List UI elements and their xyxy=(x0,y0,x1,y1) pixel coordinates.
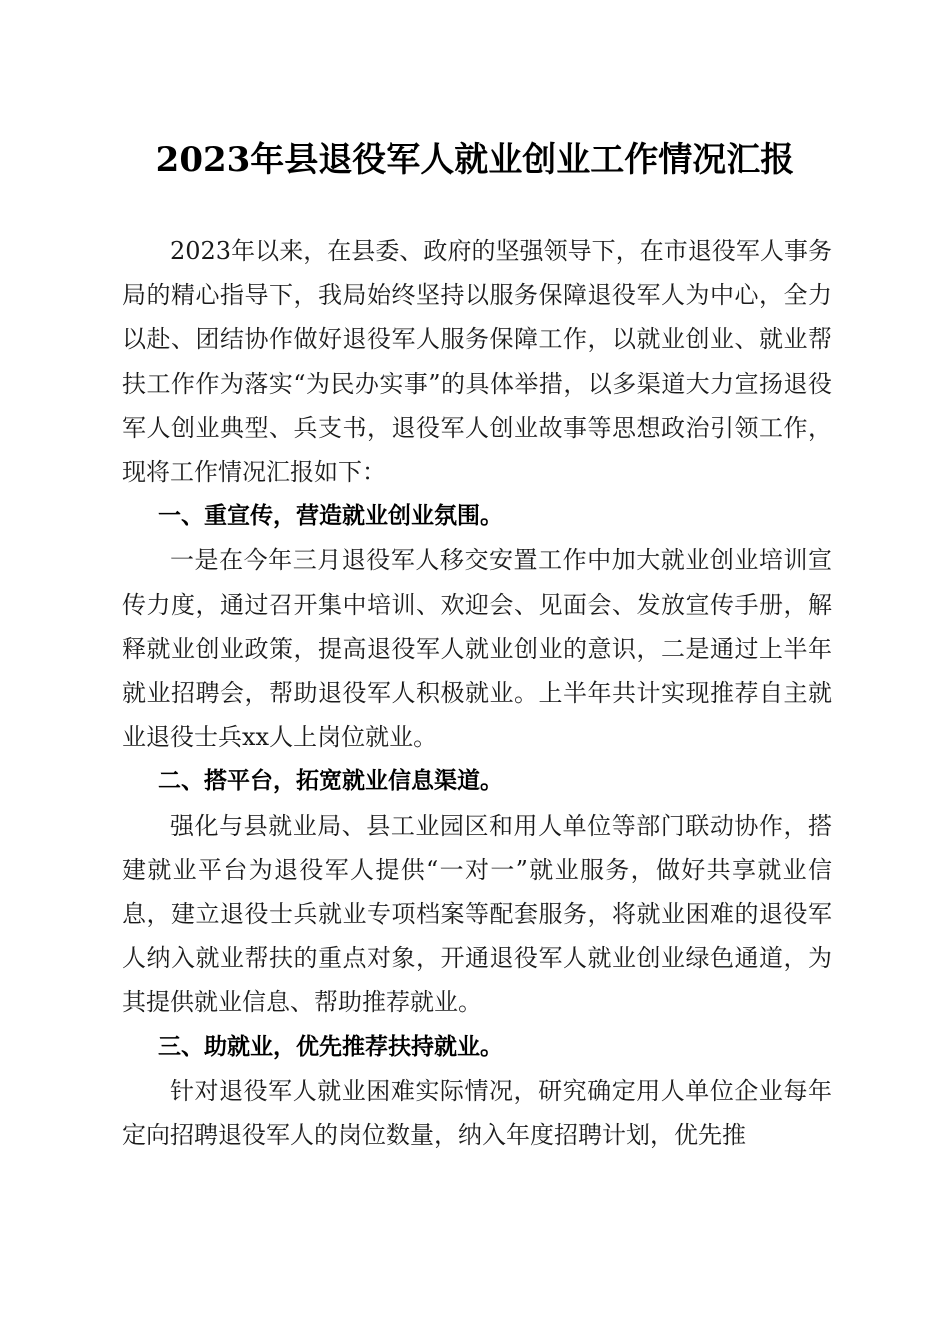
document-body xyxy=(122,229,832,1157)
section-heading-2: 二、搭平台，拓宽就业信息渠道。 xyxy=(158,768,503,795)
section-heading-1: 一、重宣传，营造就业创业氛围。 xyxy=(158,503,503,530)
section-paragraph-1: 一是在今年三月退役军人移交安置工作中加大就业创业培训宣传力度，通过召开集中培训、欢迎会、见面会、发放宣传手册，解释就业创业政策，提高退役军人就业创业的意识，二是通过上半年就业招聘会，帮助退役军人积极就业。上半年共计实现推荐自主就业退役士兵xx人上岗位就业。 xyxy=(122,546,832,752)
document-title: 2023年县退役军人就业创业工作情况汇报 xyxy=(155,140,795,180)
intro-paragraph: 2023年以来，在县委、政府的坚强领导下，在市退役军人事务局的精心指导下，我局始终坚持以服务保障退役军人为中心，全力以赴、团结协作做好退役军人服务保障工作，以就业创业、就业帮扶工作作为落实“为民办实事”的具体举措，以多渠道大力宣扬退役军人创业典型、兵支书，退役军人创业故事等思想政治引领工作，现将工作情况汇报如下： xyxy=(122,237,832,487)
section-paragraph-3: 针对退役军人就业困难实际情况，研究确定用人单位企业每年定向招聘退役军人的岗位数量，纳入年度招聘计划，优先推 xyxy=(122,1076,832,1150)
section-heading-3: 三、助就业，优先推荐扶持就业。 xyxy=(158,1033,503,1060)
section-paragraph-2: 强化与县就业局、县工业园区和用人单位等部门联动协作，搭建就业平台为退役军人提供“一对一”就业服务，做好共享就业信息，建立退役士兵就业专项档案等配套服务，将就业困难的退役军人纳入就业帮扶的重点对象，开通退役军人就业创业绿色通道，为其提供就业信息、帮助推荐就业。 xyxy=(122,811,832,1017)
